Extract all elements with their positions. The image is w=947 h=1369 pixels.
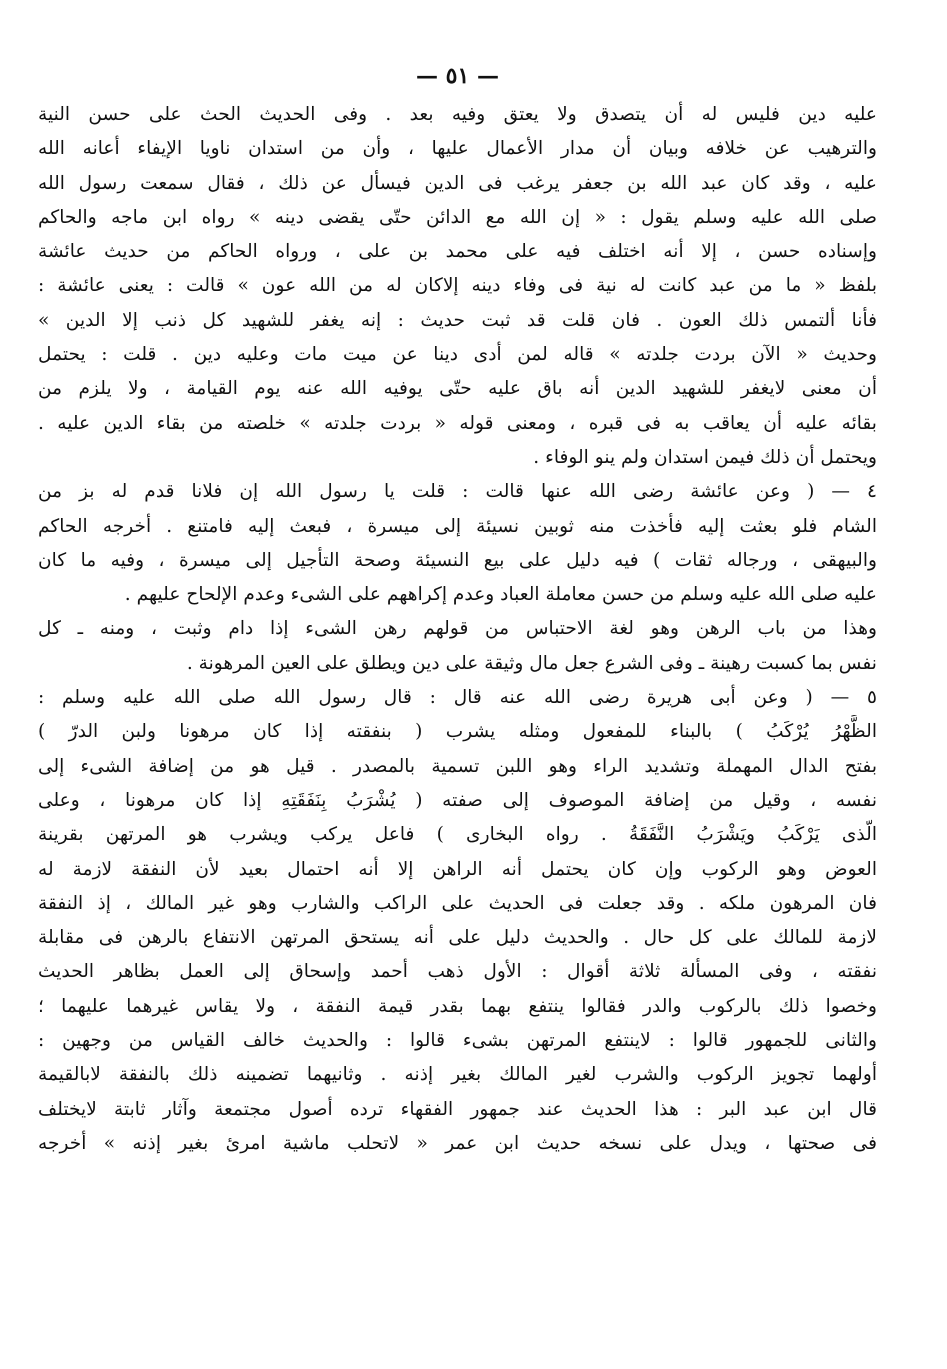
text-line: نفقته ، وفى المسألة ثلاثة أقوال : الأول ذهب أحمد وإسحاق إلى العمل بظاهر الحديث	[38, 961, 877, 983]
text-line: لازمة للمالك على كل حال . والحديث دليل على أنه يستحق المرتهن الانتفاع بالرهن فى مقابلة	[38, 927, 877, 949]
text-line: ٥ — ( وعن أبى هريرة رضى الله عنه قال : قال رسول الله صلى الله عليه وسلم :	[38, 687, 877, 709]
text-line: وإسناده حسن ، إلا أنه اختلف فيه على محمد بن على ، ورواه الحاكم من حديث عائشة	[38, 241, 877, 263]
body-text	[38, 98, 877, 1161]
text-line: فان المرهون ملكه . وقد جعلت فى الحديث على الراكب والشارب وهو غير المالك ، إذ النفقة	[38, 892, 877, 914]
text-line: نفسه ، وقيل من إضافة الموصوف إلى صفته ( يُشْرَبُ بِنَفَقَتِهِ إذا كان مرهونا ، وعلى	[38, 789, 877, 811]
text-line: فأنا ألتمس ذلك العون . فان قلت قد ثبت حديث : إنه يغفر للشهيد كل ذنب إلا الدين »	[38, 309, 877, 331]
text-line: وحديث « الآن بردت جلدته » قاله لمن أدى دينا عن ميت مات وعليه دين . قلت : يحتمل	[38, 344, 877, 366]
text-line: عليه صلى الله عليه وسلم من حسن معاملة العباد وعدم إكراههم على الشىء وعدم الإلحاح عليهم .	[124, 584, 877, 606]
text-line: والترهيب عن خلافه وبيان أن مدار الأعمال عليها ، وأن من استدان ناويا الإيفاء أعانه الله	[38, 138, 877, 160]
text-line: فى صحتها ، ويدل على نسخه حديث ابن عمر « لاتحلب ماشية امرئ بغير إذنه » أخرجه	[38, 1132, 877, 1154]
text-line: والبيهقى ، ورجاله ثقات ) فيه دليل على بيع النسيئة وصحة التأجيل إلى ميسرة ، وفيه ما كان	[38, 549, 877, 571]
text-line: عليه ، وقد كان عبد الله بن جعفر يرغب فى الدين فيسأل عن ذلك ، فقال سمعت رسول الله	[38, 172, 877, 194]
text-line: ويحتمل أن ذلك فيمن استدان ولم ينو الوفاء .	[533, 446, 877, 468]
text-line: أولهما تجويز الركوب والشرب لغير المالك بغير إذنه . وثانيهما تضمينه ذلك بالنفقة لابالقيمة	[38, 1064, 877, 1086]
text-line: الّذى يَرْكَبُ ويَشْرَبُ النَّفَقَةُ . رواه البخارى ) فاعل يركب ويشرب هو المرتهن بقرينة	[38, 824, 877, 846]
text-line: عليه دين فليس له أن يتصدق ولا يعتق وفيه بعد . وفى الحديث الحث على حسن النية	[38, 104, 877, 125]
text-line: العوض وهو الركوب وإن كان يحتمل أنه الراهن إلا أنه احتمال بعيد لأن النفقة لازمة له	[38, 858, 877, 880]
text-line: ٤ — ( وعن عائشة رضى الله عنها قالت : قلت يا رسول الله إن فلانا قدم له بز من	[38, 481, 877, 503]
text-line: الشام فلو بعثت إليه فأخذت منه ثوبين نسيئة إلى ميسرة ، فبعث إليه فامتنع . أخرجه الحاكم	[38, 515, 877, 537]
text-line: نفس بما كسبت رهينة ـ وفى الشرع جعل مال وثيقة على دين ويطلق على العين المرهونة .	[186, 652, 877, 674]
text-line: والثانى للجمهور قالوا : لاينتفع المرتهن بشىء قالوا : والحديث خالف القياس من وجهين :	[38, 1030, 877, 1052]
text-line: وخصوا ذلك بالركوب والدر فقالوا ينتفع بهما بقدر قيمة النفقة ، ولا يقاس غيرهما عليهما ؛	[38, 995, 877, 1017]
page-number: — ٥١ —	[416, 63, 499, 89]
text-line: بفتح الدال المهملة وتشديد الراء وهو اللبن تسمية بالمصدر . قيل هو من إضافة الشىء إلى	[38, 755, 877, 777]
text-line: بلفظ « ما من عبد كانت له نية فى وفاء دينه إلاكان له من الله عون » قالت : يعنى عائشة :	[38, 275, 877, 297]
text-line: قال ابن عبد البر : هذا الحديث عند جمهور الفقهاء ترده أصول مجتمعة وآثار ثابتة لايختلف	[38, 1098, 877, 1120]
text-line: الظَّهْرُ يُرْكَبُ ) بالبناء للمفعول ومثله يشرب ( بنفقته إذا كان مرهونا ولبن الدرّ )	[38, 721, 877, 743]
text-line: وهذا من باب الرهن وهو لغة الاحتباس من قولهم رهن الشىء إذا دام وثبت ، ومنه ـ كل	[38, 618, 877, 640]
text-line: أن معنى لايغفر للشهيد الدين أنه باق عليه حتّى يوفيه الله عنه يوم القيامة ، ولا يلزم من	[38, 378, 877, 400]
text-line: صلى الله عليه وسلم يقول : « إن الله مع الدائن حتّى يقضى دينه » رواه ابن ماجه والحاكم	[38, 206, 877, 228]
text-line: بقائه عليه أن يعاقب به فى قبره ، ومعنى قوله « بردت جلدته » خلصته من بقاء الدين عليه .	[38, 412, 877, 434]
